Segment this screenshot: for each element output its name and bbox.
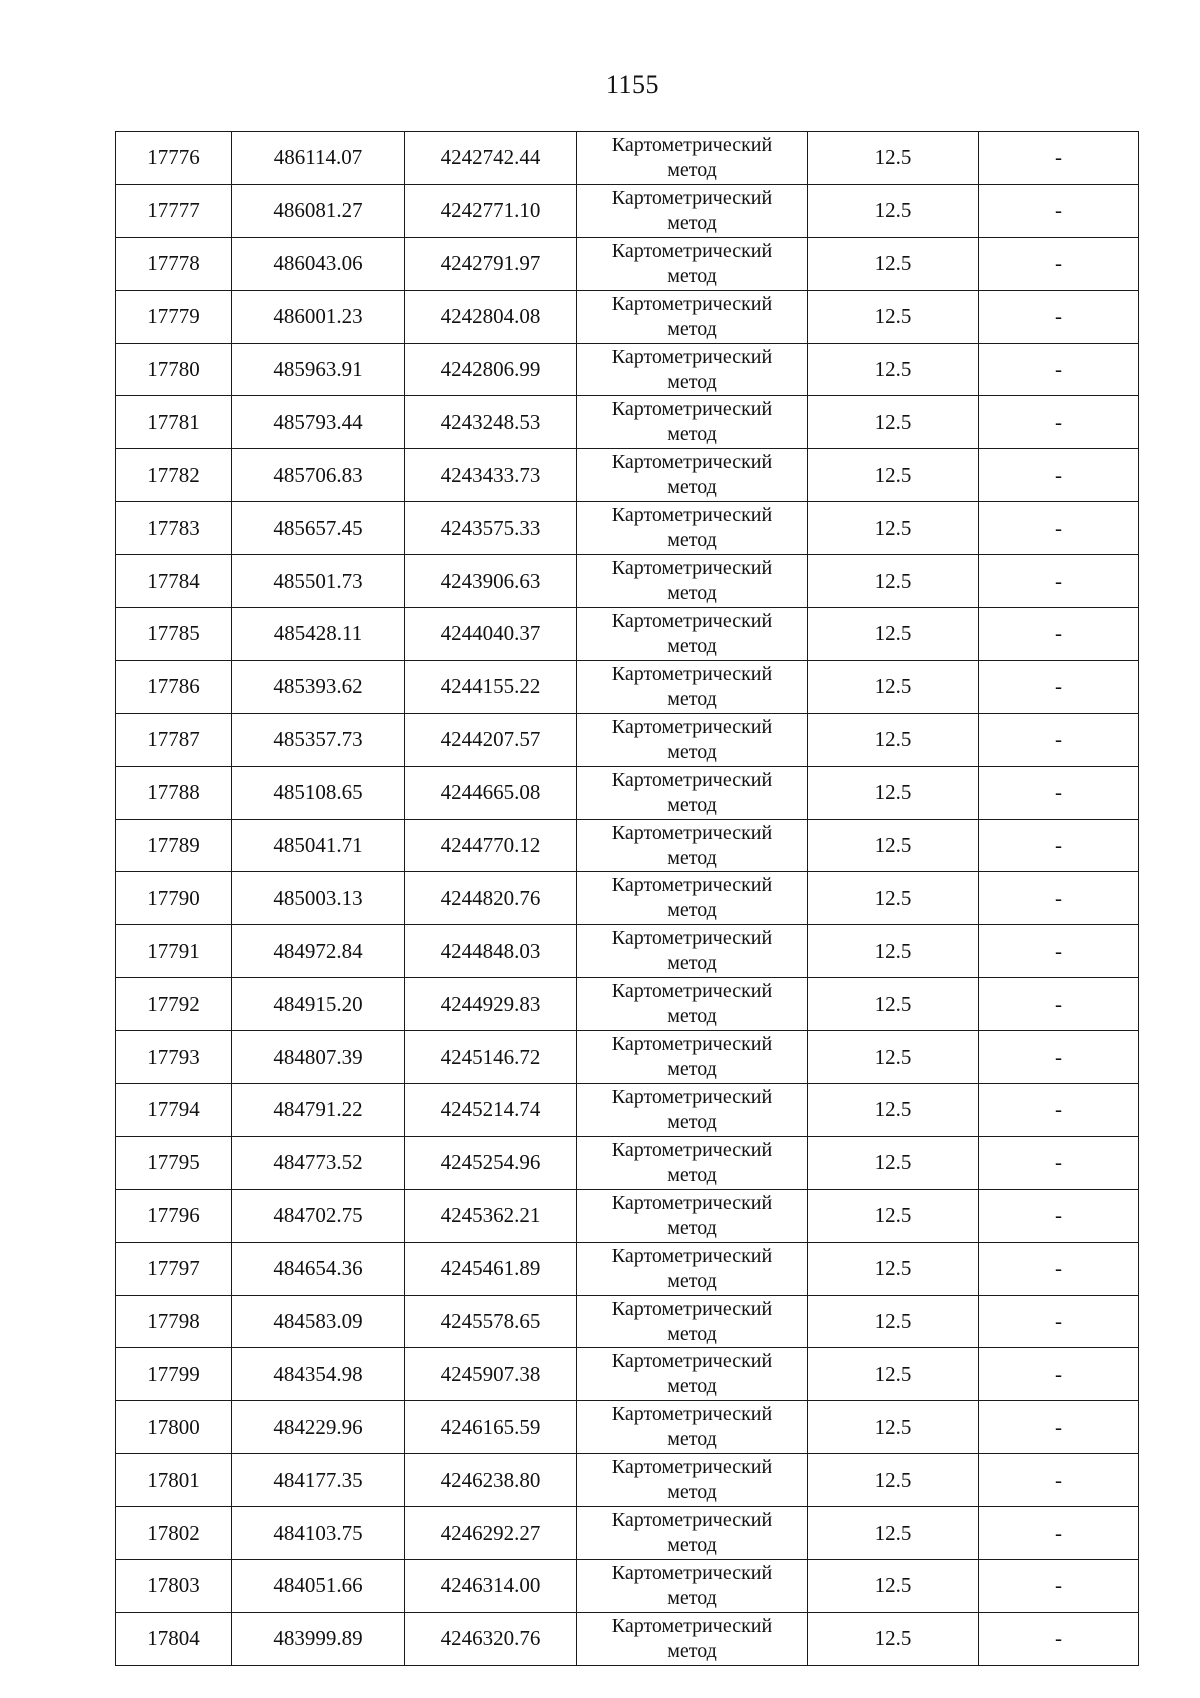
accuracy-cell: 12.5 xyxy=(808,237,979,290)
y-coordinate-cell: 4245907.38 xyxy=(405,1348,577,1401)
method-line-1: Картометрический xyxy=(611,345,773,368)
point-number-cell: 17796 xyxy=(116,1189,232,1242)
note-cell: - xyxy=(979,660,1139,713)
method-line-1: Картометрический xyxy=(611,1033,773,1056)
x-coordinate-cell: 486043.06 xyxy=(232,237,405,290)
method-cell xyxy=(577,660,808,713)
method-line-2: метод xyxy=(667,1481,717,1504)
note-cell: - xyxy=(979,1507,1139,1560)
x-coordinate-cell: 485657.45 xyxy=(232,502,405,555)
method-line-1: Картометрический xyxy=(611,980,773,1003)
method-line-1: Картометрический xyxy=(611,1614,773,1637)
y-coordinate-cell: 4242742.44 xyxy=(405,132,577,185)
method-line-1: Картометрический xyxy=(611,662,773,685)
y-coordinate-cell: 4246314.00 xyxy=(405,1560,577,1613)
x-coordinate-cell: 486001.23 xyxy=(232,290,405,343)
x-coordinate-cell: 484103.75 xyxy=(232,1507,405,1560)
x-coordinate-cell: 485108.65 xyxy=(232,766,405,819)
accuracy-cell: 12.5 xyxy=(808,925,979,978)
point-number-cell: 17778 xyxy=(116,237,232,290)
x-coordinate-cell: 486081.27 xyxy=(232,184,405,237)
table-row xyxy=(116,925,1139,978)
y-coordinate-cell: 4245578.65 xyxy=(405,1295,577,1348)
table-row xyxy=(116,502,1139,555)
note-cell: - xyxy=(979,237,1139,290)
method-line-1: Картометрический xyxy=(611,1138,773,1161)
method-cell xyxy=(577,872,808,925)
accuracy-cell: 12.5 xyxy=(808,713,979,766)
method-line-2: метод xyxy=(667,740,717,763)
method-cell xyxy=(577,978,808,1031)
note-cell: - xyxy=(979,766,1139,819)
table-row xyxy=(116,1031,1139,1084)
table-row xyxy=(116,1136,1139,1189)
accuracy-cell: 12.5 xyxy=(808,1560,979,1613)
accuracy-cell: 12.5 xyxy=(808,1401,979,1454)
method-line-1: Картометрический xyxy=(611,292,773,315)
point-number-cell: 17803 xyxy=(116,1560,232,1613)
accuracy-cell: 12.5 xyxy=(808,819,979,872)
method-line-1: Картометрический xyxy=(611,1403,773,1426)
method-line-1: Картометрический xyxy=(611,1456,773,1479)
point-number-cell: 17804 xyxy=(116,1612,232,1665)
x-coordinate-cell: 484773.52 xyxy=(232,1136,405,1189)
y-coordinate-cell: 4245254.96 xyxy=(405,1136,577,1189)
method-line-1: Картометрический xyxy=(611,768,773,791)
table-row xyxy=(116,290,1139,343)
y-coordinate-cell: 4244848.03 xyxy=(405,925,577,978)
accuracy-cell: 12.5 xyxy=(808,396,979,449)
point-number-cell: 17795 xyxy=(116,1136,232,1189)
accuracy-cell: 12.5 xyxy=(808,449,979,502)
table-row xyxy=(116,872,1139,925)
table-row xyxy=(116,1612,1139,1665)
note-cell: - xyxy=(979,343,1139,396)
method-cell xyxy=(577,819,808,872)
table-row xyxy=(116,184,1139,237)
y-coordinate-cell: 4242771.10 xyxy=(405,184,577,237)
method-line-2: метод xyxy=(667,476,717,499)
note-cell: - xyxy=(979,290,1139,343)
method-line-2: метод xyxy=(667,952,717,975)
method-line-1: Картометрический xyxy=(611,504,773,527)
method-line-2: метод xyxy=(667,370,717,393)
method-cell xyxy=(577,608,808,661)
table-row xyxy=(116,1507,1139,1560)
method-line-1: Картометрический xyxy=(611,609,773,632)
method-line-2: метод xyxy=(667,1322,717,1345)
method-line-1: Картометрический xyxy=(611,927,773,950)
accuracy-cell: 12.5 xyxy=(808,978,979,1031)
note-cell: - xyxy=(979,1612,1139,1665)
method-cell xyxy=(577,343,808,396)
accuracy-cell: 12.5 xyxy=(808,608,979,661)
method-cell xyxy=(577,1454,808,1507)
point-number-cell: 17777 xyxy=(116,184,232,237)
accuracy-cell: 12.5 xyxy=(808,766,979,819)
table-row xyxy=(116,1454,1139,1507)
method-line-2: метод xyxy=(667,1586,717,1609)
point-number-cell: 17783 xyxy=(116,502,232,555)
x-coordinate-cell: 484807.39 xyxy=(232,1031,405,1084)
y-coordinate-cell: 4244040.37 xyxy=(405,608,577,661)
accuracy-cell: 12.5 xyxy=(808,1084,979,1137)
method-line-2: метод xyxy=(667,423,717,446)
x-coordinate-cell: 484177.35 xyxy=(232,1454,405,1507)
note-cell: - xyxy=(979,1454,1139,1507)
coordinates-table xyxy=(115,131,1139,1666)
note-cell: - xyxy=(979,608,1139,661)
table-row xyxy=(116,343,1139,396)
table-row xyxy=(116,608,1139,661)
x-coordinate-cell: 483999.89 xyxy=(232,1612,405,1665)
table-row xyxy=(116,132,1139,185)
accuracy-cell: 12.5 xyxy=(808,1507,979,1560)
note-cell: - xyxy=(979,713,1139,766)
y-coordinate-cell: 4244207.57 xyxy=(405,713,577,766)
method-cell xyxy=(577,1084,808,1137)
method-line-2: метод xyxy=(667,158,717,181)
point-number-cell: 17793 xyxy=(116,1031,232,1084)
point-number-cell: 17798 xyxy=(116,1295,232,1348)
y-coordinate-cell: 4242806.99 xyxy=(405,343,577,396)
method-line-1: Картометрический xyxy=(611,874,773,897)
method-line-1: Картометрический xyxy=(611,1085,773,1108)
accuracy-cell: 12.5 xyxy=(808,555,979,608)
method-cell xyxy=(577,925,808,978)
method-line-1: Картометрический xyxy=(611,398,773,421)
note-cell: - xyxy=(979,449,1139,502)
table-row xyxy=(116,766,1139,819)
table-row xyxy=(116,1401,1139,1454)
note-cell: - xyxy=(979,1401,1139,1454)
note-cell: - xyxy=(979,1348,1139,1401)
method-line-1: Картометрический xyxy=(611,186,773,209)
method-line-2: метод xyxy=(667,1005,717,1028)
method-line-2: метод xyxy=(667,317,717,340)
accuracy-cell: 12.5 xyxy=(808,343,979,396)
x-coordinate-cell: 484915.20 xyxy=(232,978,405,1031)
method-cell xyxy=(577,132,808,185)
x-coordinate-cell: 484354.98 xyxy=(232,1348,405,1401)
note-cell: - xyxy=(979,1136,1139,1189)
point-number-cell: 17784 xyxy=(116,555,232,608)
x-coordinate-cell: 484051.66 xyxy=(232,1560,405,1613)
method-line-2: метод xyxy=(667,264,717,287)
method-line-2: метод xyxy=(667,211,717,234)
method-cell xyxy=(577,1560,808,1613)
table-row xyxy=(116,396,1139,449)
method-cell xyxy=(577,1295,808,1348)
point-number-cell: 17790 xyxy=(116,872,232,925)
y-coordinate-cell: 4243575.33 xyxy=(405,502,577,555)
y-coordinate-cell: 4242804.08 xyxy=(405,290,577,343)
x-coordinate-cell: 484972.84 xyxy=(232,925,405,978)
method-line-1: Картометрический xyxy=(611,1297,773,1320)
method-line-2: метод xyxy=(667,529,717,552)
page-number: 1155 xyxy=(605,70,660,99)
y-coordinate-cell: 4243433.73 xyxy=(405,449,577,502)
method-cell xyxy=(577,1507,808,1560)
x-coordinate-cell: 485357.73 xyxy=(232,713,405,766)
point-number-cell: 17789 xyxy=(116,819,232,872)
point-number-cell: 17799 xyxy=(116,1348,232,1401)
method-line-2: метод xyxy=(667,1110,717,1133)
method-cell xyxy=(577,290,808,343)
point-number-cell: 17786 xyxy=(116,660,232,713)
accuracy-cell: 12.5 xyxy=(808,660,979,713)
method-line-1: Картометрический xyxy=(611,1191,773,1214)
accuracy-cell: 12.5 xyxy=(808,1031,979,1084)
accuracy-cell: 12.5 xyxy=(808,502,979,555)
accuracy-cell: 12.5 xyxy=(808,1348,979,1401)
y-coordinate-cell: 4246238.80 xyxy=(405,1454,577,1507)
method-line-1: Картометрический xyxy=(611,821,773,844)
method-line-2: метод xyxy=(667,634,717,657)
y-coordinate-cell: 4245214.74 xyxy=(405,1084,577,1137)
method-cell xyxy=(577,1242,808,1295)
point-number-cell: 17794 xyxy=(116,1084,232,1137)
x-coordinate-cell: 485793.44 xyxy=(232,396,405,449)
method-cell xyxy=(577,555,808,608)
method-line-2: метод xyxy=(667,1428,717,1451)
accuracy-cell: 12.5 xyxy=(808,1295,979,1348)
y-coordinate-cell: 4244155.22 xyxy=(405,660,577,713)
x-coordinate-cell: 484654.36 xyxy=(232,1242,405,1295)
note-cell: - xyxy=(979,1560,1139,1613)
method-cell xyxy=(577,1031,808,1084)
method-line-2: метод xyxy=(667,846,717,869)
method-cell xyxy=(577,1612,808,1665)
table-row xyxy=(116,449,1139,502)
point-number-cell: 17792 xyxy=(116,978,232,1031)
table-row xyxy=(116,819,1139,872)
method-cell xyxy=(577,713,808,766)
method-line-2: метод xyxy=(667,1639,717,1662)
table-row xyxy=(116,237,1139,290)
method-line-1: Картометрический xyxy=(611,451,773,474)
x-coordinate-cell: 484583.09 xyxy=(232,1295,405,1348)
y-coordinate-cell: 4245146.72 xyxy=(405,1031,577,1084)
method-line-1: Картометрический xyxy=(611,1350,773,1373)
x-coordinate-cell: 485003.13 xyxy=(232,872,405,925)
method-cell xyxy=(577,1348,808,1401)
accuracy-cell: 12.5 xyxy=(808,872,979,925)
note-cell: - xyxy=(979,1242,1139,1295)
x-coordinate-cell: 485393.62 xyxy=(232,660,405,713)
method-line-1: Картометрический xyxy=(611,239,773,262)
method-line-2: метод xyxy=(667,1534,717,1557)
x-coordinate-cell: 485428.11 xyxy=(232,608,405,661)
note-cell: - xyxy=(979,978,1139,1031)
method-line-2: метод xyxy=(667,687,717,710)
note-cell: - xyxy=(979,1189,1139,1242)
table-body xyxy=(116,132,1139,1666)
x-coordinate-cell: 485501.73 xyxy=(232,555,405,608)
accuracy-cell: 12.5 xyxy=(808,1189,979,1242)
y-coordinate-cell: 4243906.63 xyxy=(405,555,577,608)
y-coordinate-cell: 4244820.76 xyxy=(405,872,577,925)
x-coordinate-cell: 484702.75 xyxy=(232,1189,405,1242)
accuracy-cell: 12.5 xyxy=(808,1136,979,1189)
method-cell xyxy=(577,1136,808,1189)
note-cell: - xyxy=(979,925,1139,978)
note-cell: - xyxy=(979,396,1139,449)
point-number-cell: 17780 xyxy=(116,343,232,396)
x-coordinate-cell: 486114.07 xyxy=(232,132,405,185)
method-line-2: метод xyxy=(667,1375,717,1398)
x-coordinate-cell: 484791.22 xyxy=(232,1084,405,1137)
point-number-cell: 17791 xyxy=(116,925,232,978)
x-coordinate-cell: 484229.96 xyxy=(232,1401,405,1454)
method-line-2: метод xyxy=(667,1216,717,1239)
method-cell xyxy=(577,237,808,290)
y-coordinate-cell: 4244929.83 xyxy=(405,978,577,1031)
note-cell: - xyxy=(979,1031,1139,1084)
point-number-cell: 17797 xyxy=(116,1242,232,1295)
accuracy-cell: 12.5 xyxy=(808,1612,979,1665)
method-cell xyxy=(577,1401,808,1454)
note-cell: - xyxy=(979,132,1139,185)
y-coordinate-cell: 4243248.53 xyxy=(405,396,577,449)
y-coordinate-cell: 4245461.89 xyxy=(405,1242,577,1295)
table-row xyxy=(116,1189,1139,1242)
table-row xyxy=(116,1348,1139,1401)
y-coordinate-cell: 4242791.97 xyxy=(405,237,577,290)
table-row xyxy=(116,1242,1139,1295)
y-coordinate-cell: 4246165.59 xyxy=(405,1401,577,1454)
point-number-cell: 17776 xyxy=(116,132,232,185)
method-line-2: метод xyxy=(667,899,717,922)
table-row xyxy=(116,713,1139,766)
table-row xyxy=(116,1084,1139,1137)
point-number-cell: 17802 xyxy=(116,1507,232,1560)
note-cell: - xyxy=(979,1084,1139,1137)
method-cell xyxy=(577,766,808,819)
x-coordinate-cell: 485963.91 xyxy=(232,343,405,396)
method-line-1: Картометрический xyxy=(611,1509,773,1532)
accuracy-cell: 12.5 xyxy=(808,132,979,185)
method-line-2: метод xyxy=(667,1058,717,1081)
table-row xyxy=(116,1560,1139,1613)
method-line-1: Картометрический xyxy=(611,715,773,738)
method-line-2: метод xyxy=(667,582,717,605)
point-number-cell: 17779 xyxy=(116,290,232,343)
method-line-1: Картометрический xyxy=(611,133,773,156)
method-line-2: метод xyxy=(667,1269,717,1292)
x-coordinate-cell: 485041.71 xyxy=(232,819,405,872)
method-line-1: Картометрический xyxy=(611,1244,773,1267)
note-cell: - xyxy=(979,184,1139,237)
method-cell xyxy=(577,396,808,449)
point-number-cell: 17782 xyxy=(116,449,232,502)
accuracy-cell: 12.5 xyxy=(808,1454,979,1507)
note-cell: - xyxy=(979,502,1139,555)
point-number-cell: 17788 xyxy=(116,766,232,819)
accuracy-cell: 12.5 xyxy=(808,1242,979,1295)
y-coordinate-cell: 4244770.12 xyxy=(405,819,577,872)
method-line-1: Картометрический xyxy=(611,1561,773,1584)
point-number-cell: 17801 xyxy=(116,1454,232,1507)
x-coordinate-cell: 485706.83 xyxy=(232,449,405,502)
accuracy-cell: 12.5 xyxy=(808,184,979,237)
method-cell xyxy=(577,502,808,555)
point-number-cell: 17781 xyxy=(116,396,232,449)
note-cell: - xyxy=(979,1295,1139,1348)
table-row xyxy=(116,555,1139,608)
point-number-cell: 17785 xyxy=(116,608,232,661)
note-cell: - xyxy=(979,819,1139,872)
y-coordinate-cell: 4246320.76 xyxy=(405,1612,577,1665)
accuracy-cell: 12.5 xyxy=(808,290,979,343)
method-cell xyxy=(577,184,808,237)
point-number-cell: 17787 xyxy=(116,713,232,766)
method-line-1: Картометрический xyxy=(611,557,773,580)
table-row xyxy=(116,1295,1139,1348)
method-cell xyxy=(577,1189,808,1242)
note-cell: - xyxy=(979,555,1139,608)
table-row xyxy=(116,660,1139,713)
y-coordinate-cell: 4244665.08 xyxy=(405,766,577,819)
y-coordinate-cell: 4245362.21 xyxy=(405,1189,577,1242)
point-number-cell: 17800 xyxy=(116,1401,232,1454)
method-line-2: метод xyxy=(667,793,717,816)
table-row xyxy=(116,978,1139,1031)
note-cell: - xyxy=(979,872,1139,925)
method-cell xyxy=(577,449,808,502)
y-coordinate-cell: 4246292.27 xyxy=(405,1507,577,1560)
method-line-2: метод xyxy=(667,1163,717,1186)
